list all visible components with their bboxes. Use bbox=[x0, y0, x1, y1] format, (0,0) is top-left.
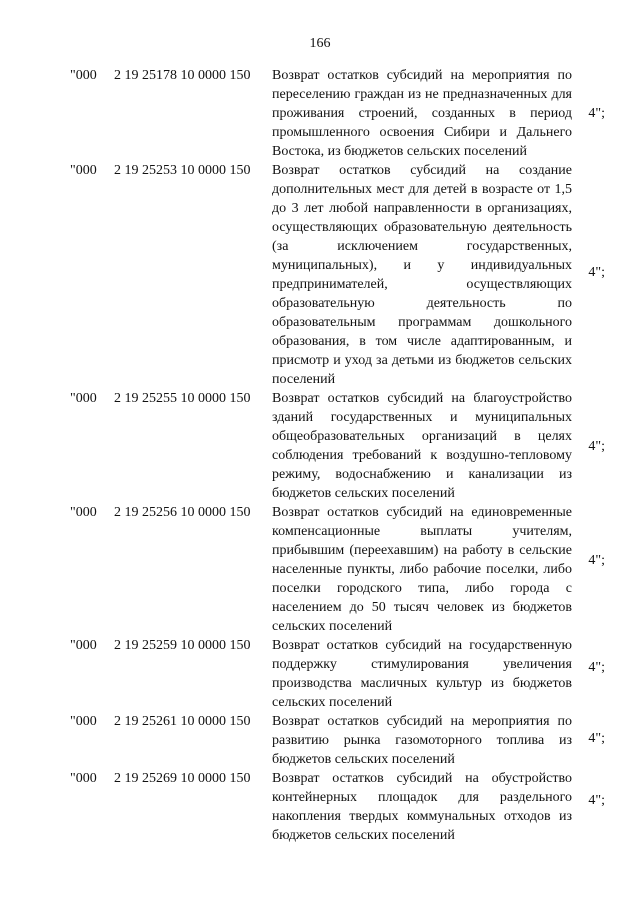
entry-code: "000 bbox=[70, 771, 97, 786]
entry-code: "000 bbox=[70, 68, 97, 83]
list-item bbox=[0, 503, 640, 636]
entry-suffix: 4"; bbox=[588, 793, 605, 808]
entry-description: Возврат остатков субсидий на мероприятия по развитию рынка газомоторного топлива из бюджетов сельских поселений bbox=[272, 714, 572, 767]
entry-kbk-code: 2 19 25178 10 0000 150 bbox=[114, 68, 251, 83]
entry-kbk-code: 2 19 25269 10 0000 150 bbox=[114, 771, 251, 786]
entry-description: Возврат остатков субсидий на обустройство контейнерных площадок для раздельного накопления твердых коммунальных отходов из бюджетов сельских поселений bbox=[272, 771, 572, 843]
entry-code: "000 bbox=[70, 505, 97, 520]
entry-suffix: 4"; bbox=[588, 106, 605, 121]
list-item bbox=[0, 636, 640, 712]
list-item bbox=[0, 769, 640, 845]
entry-suffix: 4"; bbox=[588, 265, 605, 280]
entry-description: Возврат остатков субсидий на благоустройство зданий государственных и муниципальных общеобразовательных организаций в целях соблюдения требований к воздушно-тепловому режиму, водоснабжению и канализации из бюджетов сельских поселений bbox=[272, 391, 572, 501]
list-item bbox=[0, 712, 640, 769]
entry-kbk-code: 2 19 25256 10 0000 150 bbox=[114, 505, 251, 520]
entry-description: Возврат остатков субсидий на единовременные компенсационные выплаты учителям, прибывшим (переехавшим) на работу в сельские населенные пункты, либо рабочие поселки, либо поселки городского типа, либо города с населением до 50 тысяч человек из бюджетов сельских поселений bbox=[272, 505, 572, 634]
entry-kbk-code: 2 19 25261 10 0000 150 bbox=[114, 714, 251, 729]
entry-kbk-code: 2 19 25255 10 0000 150 bbox=[114, 391, 251, 406]
entry-kbk-code: 2 19 25259 10 0000 150 bbox=[114, 638, 251, 653]
list-item bbox=[0, 161, 640, 389]
entry-code: "000 bbox=[70, 163, 97, 178]
entry-code: "000 bbox=[70, 391, 97, 406]
list-item bbox=[0, 389, 640, 503]
entry-description: Возврат остатков субсидий на государственную поддержку стимулирования увеличения производства масличных культур из бюджетов сельских поселений bbox=[272, 638, 572, 710]
entry-kbk-code: 2 19 25253 10 0000 150 bbox=[114, 163, 251, 178]
entry-code: "000 bbox=[70, 638, 97, 653]
entry-suffix: 4"; bbox=[588, 439, 605, 454]
entry-suffix: 4"; bbox=[588, 553, 605, 568]
entry-suffix: 4"; bbox=[588, 731, 605, 746]
entry-suffix: 4"; bbox=[588, 660, 605, 675]
list-item bbox=[0, 66, 640, 161]
page-number: 166 bbox=[309, 36, 331, 51]
entry-code: "000 bbox=[70, 714, 97, 729]
entry-list bbox=[0, 66, 640, 845]
entry-description: Возврат остатков субсидий на создание дополнительных мест для детей в возрасте от 1,5 до 3 лет любой направленности в организациях, осуществляющих образовательную деятельность (за исключением государственных, муниципальных), и у индивидуальных предпринимателей, осуществляющих образовательную деятельность по образовательным программам дошкольного образования, в том числе адаптированным, и присмотр и уход за детьми из бюджетов сельских поселений bbox=[272, 163, 572, 387]
entry-description: Возврат остатков субсидий на мероприятия по переселению граждан из не предназначенных для проживания строений, созданных в период промышленного освоения Сибири и Дальнего Востока, из бюджетов сельских поселений bbox=[272, 68, 572, 159]
